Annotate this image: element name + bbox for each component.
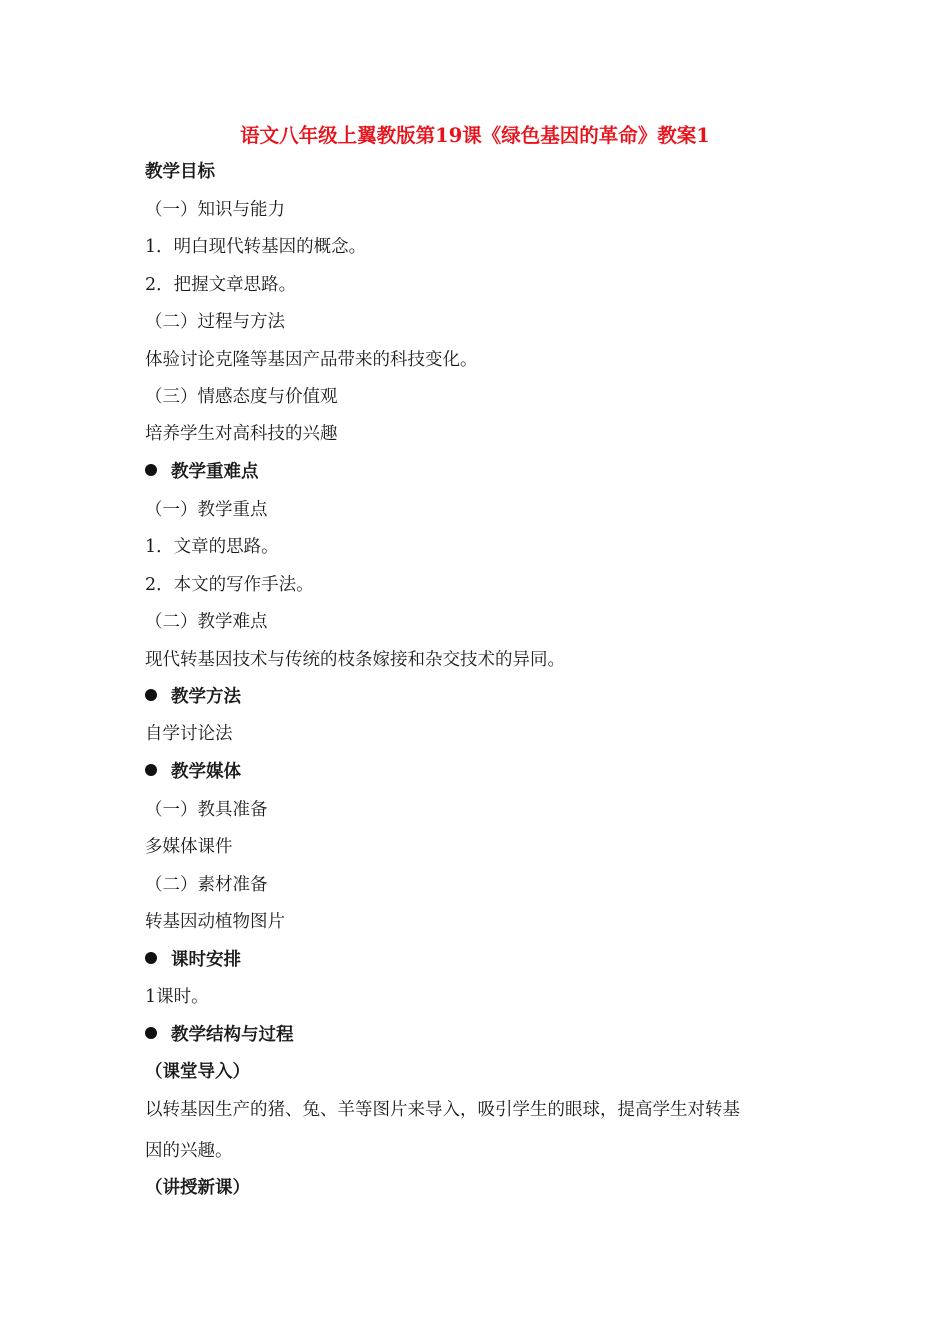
section-heading — [145, 948, 241, 972]
text-line — [145, 385, 338, 409]
line-text: 体验讨论克隆等基因产品带来的科技变化。 — [145, 350, 478, 370]
line-text: 教学方法 — [171, 687, 241, 707]
text-line — [145, 798, 268, 822]
text-line — [145, 273, 296, 297]
line-text: （二）过程与方法 — [145, 312, 285, 332]
line-text: 2．本文的写作手法。 — [145, 575, 314, 595]
section-heading — [145, 760, 241, 784]
line-text: （一）教具准备 — [145, 800, 268, 820]
text-line — [145, 535, 279, 559]
text-line — [145, 1098, 740, 1122]
subheading — [145, 1060, 250, 1084]
bullet-icon — [145, 952, 157, 964]
text-line — [145, 648, 565, 672]
bullet-icon — [145, 464, 157, 476]
document-title: 语文八年级上翼教版第19课《绿色基因的革命》教案1 — [240, 124, 710, 147]
line-text: 多媒体课件 — [145, 837, 233, 857]
section-heading — [145, 460, 259, 484]
line-text: 因的兴趣。 — [145, 1141, 233, 1161]
text-line — [145, 910, 285, 934]
text-line — [145, 873, 268, 897]
text-line — [145, 310, 285, 334]
line-text: 1课时。 — [145, 987, 209, 1007]
text-line — [145, 610, 268, 634]
text-line — [145, 198, 285, 222]
line-text: 自学讨论法 — [145, 724, 233, 744]
line-text: （一）教学重点 — [145, 500, 268, 520]
line-text: 1．明白现代转基因的概念。 — [145, 237, 367, 257]
bullet-icon — [145, 689, 157, 701]
line-text: 转基因动植物图片 — [145, 912, 285, 932]
text-line — [145, 1139, 233, 1163]
subheading — [145, 1176, 250, 1200]
line-text: 以转基因生产的猪、兔、羊等图片来导入，吸引学生的眼球，提高学生对转基 — [145, 1100, 740, 1120]
section-heading — [145, 685, 241, 709]
line-text: 教学结构与过程 — [171, 1025, 294, 1045]
text-line — [145, 498, 268, 522]
text-line — [145, 235, 366, 259]
line-text: 现代转基因技术与传统的枝条嫁接和杂交技术的异同。 — [145, 650, 565, 670]
line-text: （二）教学难点 — [145, 612, 268, 632]
text-line — [145, 422, 338, 446]
section-heading — [145, 1023, 294, 1047]
text-line — [145, 348, 478, 372]
line-text: 1．文章的思路。 — [145, 537, 279, 557]
line-text: 2．把握文章思路。 — [145, 275, 297, 295]
subheading — [145, 160, 215, 184]
text-line — [145, 835, 233, 859]
line-text: 培养学生对高科技的兴趣 — [145, 424, 338, 444]
text-line — [145, 722, 233, 746]
text-line — [145, 985, 209, 1009]
line-text: （一）知识与能力 — [145, 200, 285, 220]
line-text: 教学重难点 — [171, 462, 259, 482]
line-text: 课时安排 — [171, 950, 241, 970]
line-text: （二）素材准备 — [145, 875, 268, 895]
text-line — [145, 573, 314, 597]
line-text: （课堂导入） — [145, 1062, 250, 1082]
bullet-icon — [145, 1027, 157, 1039]
bullet-icon — [145, 764, 157, 776]
line-text: 教学媒体 — [171, 762, 241, 782]
line-text: （讲授新课） — [145, 1178, 250, 1198]
line-text: （三）情感态度与价值观 — [145, 387, 338, 407]
line-text: 教学目标 — [145, 162, 215, 182]
